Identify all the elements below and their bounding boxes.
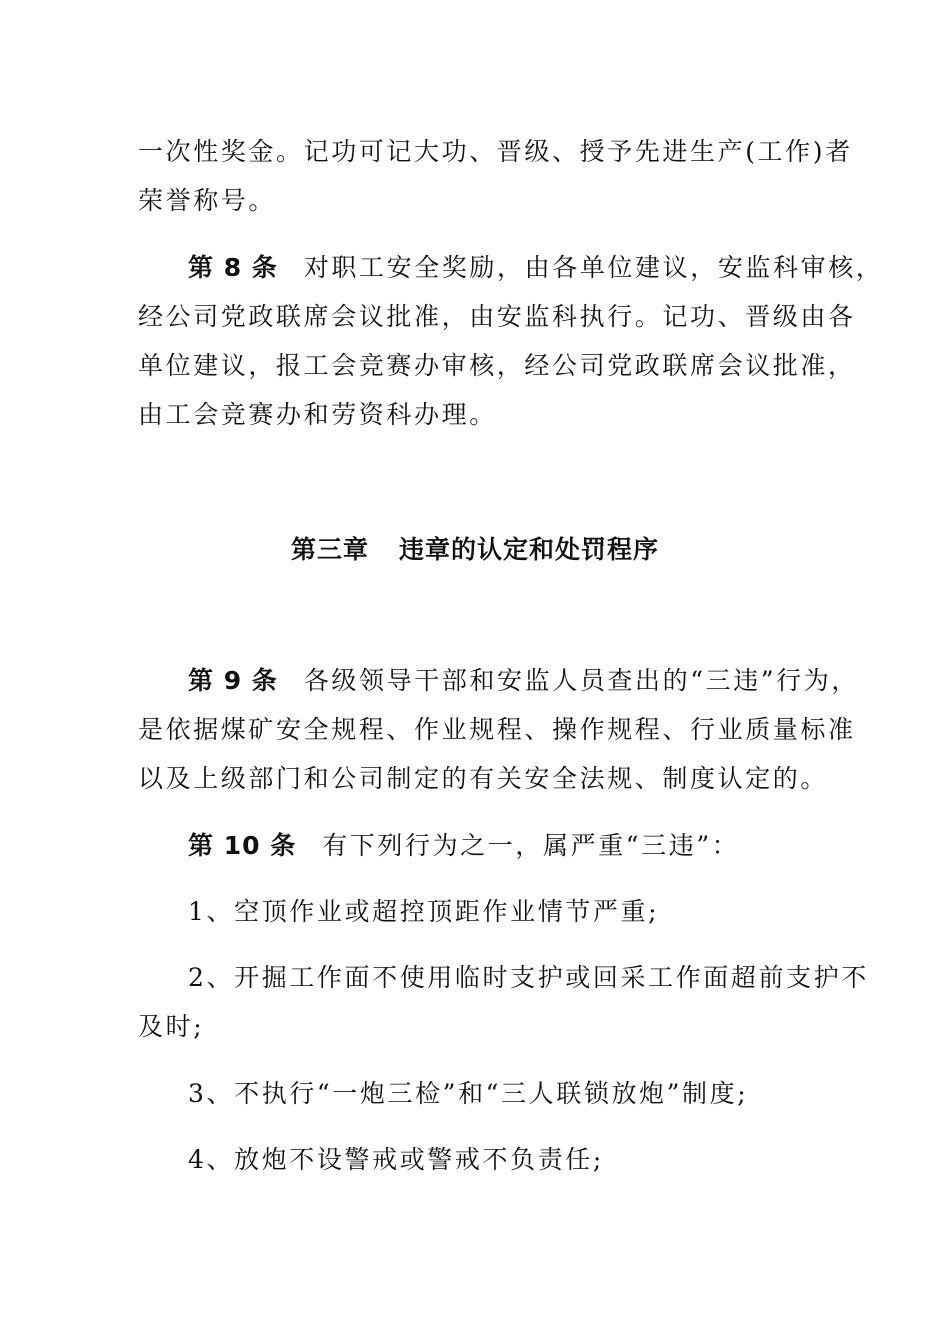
paragraph-line: 由工会竞赛办和劳资科办理。 (138, 400, 497, 429)
article-8-text: 对职工安全奖励，由各单位建议，安监科审核， (303, 253, 884, 282)
list-item: 3、不执行“一炮三检”和“三人联锁放炮”制度; (188, 1079, 749, 1108)
paragraph-line: 单位建议，报工会竞赛办审核，经公司党政联席会议批准， (138, 351, 856, 380)
chapter-title: 违章的认定和处罚程序 (399, 535, 660, 564)
article-10-text: 有下列行为之一，属严重“三违”： (322, 831, 740, 860)
article-9-line (188, 665, 859, 697)
article-10-line (188, 830, 739, 862)
paragraph-line: 一次性奖金。记功可记大功、晋级、授予先进生产(工作)者 (138, 137, 853, 166)
article-9-text: 各级领导干部和安监人员查出的“三违”行为， (303, 666, 859, 695)
paragraph-line: 荣誉称号。 (138, 186, 277, 215)
paragraph-line: 经公司党政联席会议批准，由安监科执行。记功、晋级由各 (138, 302, 856, 331)
paragraph-line: 以及上级部门和公司制定的有关安全法规、制度认定的。 (138, 764, 829, 793)
chapter-heading (0, 534, 950, 566)
article-8-label: 第 8 条 (188, 253, 278, 282)
chapter-number: 第三章 (290, 535, 369, 564)
list-item: 4、放炮不设警戒或警戒不负责任; (188, 1145, 604, 1174)
article-9-label: 第 9 条 (188, 666, 278, 695)
paragraph-line: 是依据煤矿安全规程、作业规程、操作规程、行业质量标准 (138, 715, 856, 744)
article-8-line (188, 252, 883, 284)
list-item: 2、开掘工作面不使用临时支护或回采工作面超前支护不 (188, 963, 869, 992)
article-10-label: 第 10 条 (188, 831, 297, 860)
list-item: 1、空顶作业或超控顶距作业情节严重; (188, 897, 660, 926)
list-item-continuation: 及时; (138, 1012, 205, 1041)
